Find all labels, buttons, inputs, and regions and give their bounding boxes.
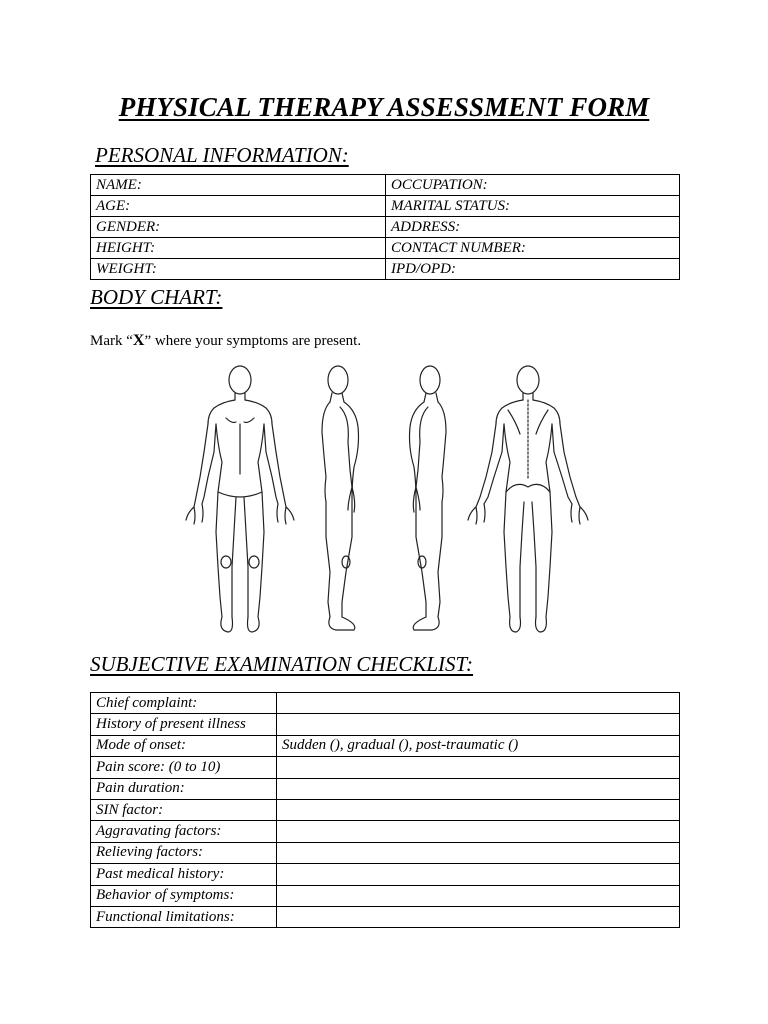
subjective-examination-table (90, 692, 680, 928)
height-field[interactable]: HEIGHT: (91, 238, 386, 259)
side-view-figure-1[interactable] (322, 366, 359, 630)
table-row (91, 693, 680, 714)
back-view-figure[interactable] (468, 366, 588, 632)
table-row (91, 714, 680, 735)
table-row (91, 196, 680, 217)
table-row (91, 735, 680, 756)
body-chart-heading: BODY CHART: (90, 285, 223, 309)
pain-score-field[interactable] (277, 757, 680, 778)
relieving-factors-label: Relieving factors: (91, 842, 277, 863)
functional-limitations-label: Functional limitations: (91, 906, 277, 927)
contact-number-field[interactable]: CONTACT NUMBER: (386, 238, 680, 259)
table-row (91, 906, 680, 927)
marital-status-field[interactable]: MARITAL STATUS: (386, 196, 680, 217)
chief-complaint-label: Chief complaint: (91, 693, 277, 714)
gender-field[interactable]: GENDER: (91, 217, 386, 238)
mode-of-onset-label: Mode of onset: (91, 735, 277, 756)
body-chart[interactable] (170, 362, 600, 647)
table-row (91, 259, 680, 280)
weight-field[interactable]: WEIGHT: (91, 259, 386, 280)
body-chart-diagram[interactable] (170, 362, 600, 642)
table-row (91, 778, 680, 799)
table-row (91, 238, 680, 259)
personal-information-table (90, 174, 680, 280)
pain-duration-field[interactable] (277, 778, 680, 799)
table-row (91, 842, 680, 863)
front-view-figure[interactable] (186, 366, 294, 632)
ipd-opd-field[interactable]: IPD/OPD: (386, 259, 680, 280)
instruction-mark: X (132, 332, 145, 349)
table-row (91, 217, 680, 238)
relieving-factors-field[interactable] (277, 842, 680, 863)
side-view-figure-2[interactable] (410, 366, 447, 630)
pain-duration-label: Pain duration: (91, 778, 277, 799)
pain-score-label: Pain score: (0 to 10) (91, 757, 277, 778)
history-of-present-illness-field[interactable] (277, 714, 680, 735)
age-field[interactable]: AGE: (91, 196, 386, 217)
aggravating-factors-label: Aggravating factors: (91, 821, 277, 842)
behavior-of-symptoms-label: Behavior of symptoms: (91, 885, 277, 906)
history-of-present-illness-label: History of present illness (91, 714, 277, 735)
form-title: PHYSICAL THERAPY ASSESSMENT FORM (118, 92, 650, 122)
personal-information-heading: PERSONAL INFORMATION: (95, 143, 349, 167)
table-row (91, 757, 680, 778)
sin-factor-field[interactable] (277, 799, 680, 820)
subjective-examination-heading: SUBJECTIVE EXAMINATION CHECKLIST: (90, 652, 474, 676)
table-row (91, 175, 680, 196)
chief-complaint-field[interactable] (277, 693, 680, 714)
functional-limitations-field[interactable] (277, 906, 680, 927)
mode-of-onset-field[interactable]: Sudden (), gradual (), post-traumatic () (277, 735, 680, 756)
aggravating-factors-field[interactable] (277, 821, 680, 842)
behavior-of-symptoms-field[interactable] (277, 885, 680, 906)
table-row (91, 864, 680, 885)
table-row (91, 821, 680, 842)
name-field[interactable]: NAME: (91, 175, 386, 196)
past-medical-history-label: Past medical history: (91, 864, 277, 885)
instruction-suffix: ” where your symptoms are present. (144, 333, 362, 349)
past-medical-history-field[interactable] (277, 864, 680, 885)
address-field[interactable]: ADDRESS: (386, 217, 680, 238)
body-chart-instruction (90, 332, 361, 350)
sin-factor-label: SIN factor: (91, 799, 277, 820)
table-row (91, 885, 680, 906)
instruction-prefix: Mark “ (90, 333, 133, 349)
occupation-field[interactable]: OCCUPATION: (386, 175, 680, 196)
table-row (91, 799, 680, 820)
